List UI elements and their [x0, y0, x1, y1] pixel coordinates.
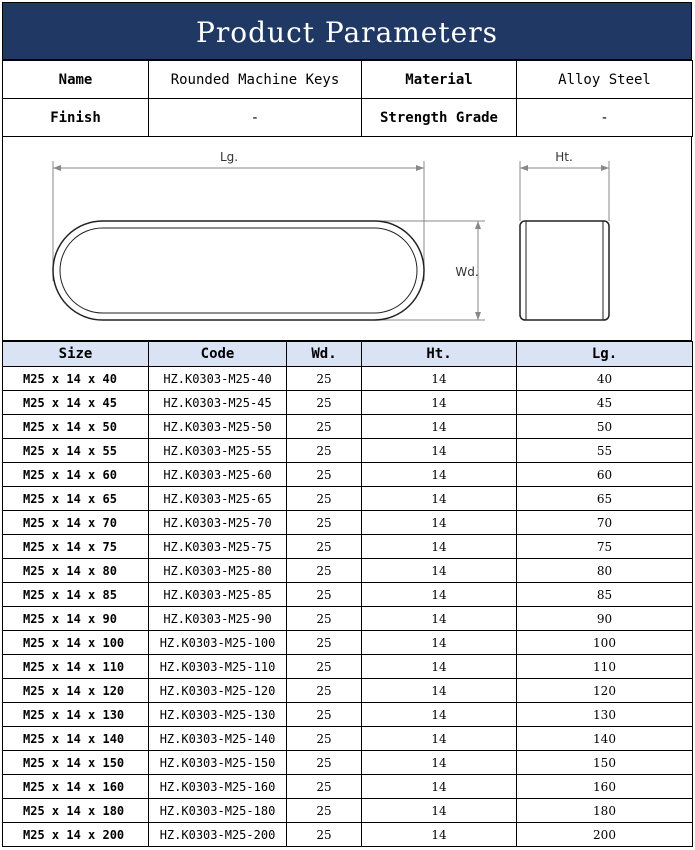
- wd-cell: 25: [287, 559, 362, 583]
- lg-cell: 80: [517, 559, 693, 583]
- strength-grade-label: Strength Grade: [362, 99, 517, 137]
- ht-cell: 14: [362, 631, 517, 655]
- lg-cell: 45: [517, 391, 693, 415]
- wd-arrow-top: [475, 221, 481, 229]
- size-cell: M25 x 14 x 40: [3, 367, 149, 391]
- lg-cell: 130: [517, 703, 693, 727]
- lg-cell: 150: [517, 751, 693, 775]
- header-ht: Ht.: [362, 342, 517, 367]
- wd-cell: 25: [287, 823, 362, 847]
- table-row: [3, 391, 693, 415]
- material-label: Material: [362, 61, 517, 99]
- table-row: [3, 751, 693, 775]
- strength-grade-value: -: [517, 99, 693, 137]
- size-cell: M25 x 14 x 50: [3, 415, 149, 439]
- lg-cell: 200: [517, 823, 693, 847]
- code-cell: HZ.K0303-M25-50: [149, 415, 287, 439]
- table-row: [3, 535, 693, 559]
- ht-cell: 14: [362, 655, 517, 679]
- code-cell: HZ.K0303-M25-200: [149, 823, 287, 847]
- size-cell: M25 x 14 x 150: [3, 751, 149, 775]
- size-cell: M25 x 14 x 80: [3, 559, 149, 583]
- lg-cell: 160: [517, 775, 693, 799]
- ht-cell: 14: [362, 439, 517, 463]
- size-cell: M25 x 14 x 200: [3, 823, 149, 847]
- code-cell: HZ.K0303-M25-45: [149, 391, 287, 415]
- code-cell: HZ.K0303-M25-180: [149, 799, 287, 823]
- table-row: [3, 463, 693, 487]
- table-row: [3, 823, 693, 847]
- wd-arrow-bottom: [475, 312, 481, 320]
- size-cell: M25 x 14 x 85: [3, 583, 149, 607]
- size-cell: M25 x 14 x 160: [3, 775, 149, 799]
- size-cell: M25 x 14 x 70: [3, 511, 149, 535]
- ht-arrow-right: [601, 165, 609, 171]
- ht-cell: 14: [362, 799, 517, 823]
- lg-cell: 50: [517, 415, 693, 439]
- ht-cell: 14: [362, 751, 517, 775]
- code-cell: HZ.K0303-M25-100: [149, 631, 287, 655]
- ht-cell: 14: [362, 391, 517, 415]
- code-cell: HZ.K0303-M25-40: [149, 367, 287, 391]
- code-cell: HZ.K0303-M25-80: [149, 559, 287, 583]
- lg-arrow-right: [416, 165, 424, 171]
- wd-cell: 25: [287, 415, 362, 439]
- spec-table-body: [3, 367, 693, 847]
- table-row: [3, 727, 693, 751]
- wd-cell: 25: [287, 655, 362, 679]
- material-value: Alloy Steel: [517, 61, 693, 99]
- lg-cell: 40: [517, 367, 693, 391]
- wd-cell: 25: [287, 607, 362, 631]
- size-cell: M25 x 14 x 130: [3, 703, 149, 727]
- wd-cell: 25: [287, 775, 362, 799]
- size-cell: M25 x 14 x 60: [3, 463, 149, 487]
- table-row: [3, 487, 693, 511]
- wd-cell: 25: [287, 703, 362, 727]
- lg-cell: 90: [517, 607, 693, 631]
- lg-cell: 140: [517, 727, 693, 751]
- header-wd: Wd.: [287, 342, 362, 367]
- ht-cell: 14: [362, 415, 517, 439]
- size-cell: M25 x 14 x 180: [3, 799, 149, 823]
- key-side-view: [520, 221, 609, 320]
- ht-cell: 14: [362, 679, 517, 703]
- info-row-name: [3, 61, 693, 99]
- code-cell: HZ.K0303-M25-130: [149, 703, 287, 727]
- wd-cell: 25: [287, 487, 362, 511]
- wd-cell: 25: [287, 511, 362, 535]
- size-cell: M25 x 14 x 45: [3, 391, 149, 415]
- wd-cell: 25: [287, 439, 362, 463]
- wd-cell: 25: [287, 799, 362, 823]
- table-row: [3, 607, 693, 631]
- code-cell: HZ.K0303-M25-120: [149, 679, 287, 703]
- code-cell: HZ.K0303-M25-70: [149, 511, 287, 535]
- ht-cell: 14: [362, 775, 517, 799]
- code-cell: HZ.K0303-M25-140: [149, 727, 287, 751]
- name-label: Name: [3, 61, 149, 99]
- table-row: [3, 559, 693, 583]
- code-cell: HZ.K0303-M25-150: [149, 751, 287, 775]
- lg-label: Lg.: [219, 150, 239, 164]
- table-row: [3, 439, 693, 463]
- spec-header-row: [3, 342, 693, 367]
- ht-cell: 14: [362, 727, 517, 751]
- ht-cell: 14: [362, 463, 517, 487]
- ht-cell: 14: [362, 487, 517, 511]
- table-row: [3, 703, 693, 727]
- table-row: [3, 583, 693, 607]
- table-row: [3, 679, 693, 703]
- lg-cell: 110: [517, 655, 693, 679]
- spec-table: [2, 341, 693, 847]
- table-row: [3, 631, 693, 655]
- size-cell: M25 x 14 x 140: [3, 727, 149, 751]
- table-row: [3, 775, 693, 799]
- lg-cell: 65: [517, 487, 693, 511]
- wd-cell: 25: [287, 679, 362, 703]
- table-row: [3, 415, 693, 439]
- wd-cell: 25: [287, 631, 362, 655]
- header-lg: Lg.: [517, 342, 693, 367]
- code-cell: HZ.K0303-M25-60: [149, 463, 287, 487]
- lg-cell: 180: [517, 799, 693, 823]
- wd-cell: 25: [287, 367, 362, 391]
- size-cell: M25 x 14 x 90: [3, 607, 149, 631]
- product-parameters-sheet: [2, 2, 692, 847]
- wd-label: Wd.: [455, 265, 479, 279]
- ht-cell: 14: [362, 583, 517, 607]
- ht-cell: 14: [362, 823, 517, 847]
- code-cell: HZ.K0303-M25-75: [149, 535, 287, 559]
- table-row: [3, 511, 693, 535]
- key-outline-outer: [53, 221, 424, 320]
- ht-cell: 14: [362, 559, 517, 583]
- ht-cell: 14: [362, 511, 517, 535]
- technical-drawing: [2, 137, 692, 341]
- ht-cell: 14: [362, 703, 517, 727]
- size-cell: M25 x 14 x 75: [3, 535, 149, 559]
- wd-cell: 25: [287, 535, 362, 559]
- code-cell: HZ.K0303-M25-85: [149, 583, 287, 607]
- lg-cell: 120: [517, 679, 693, 703]
- lg-cell: 100: [517, 631, 693, 655]
- header-size: Size: [3, 342, 149, 367]
- code-cell: HZ.K0303-M25-160: [149, 775, 287, 799]
- wd-cell: 25: [287, 727, 362, 751]
- ht-cell: 14: [362, 607, 517, 631]
- table-row: [3, 655, 693, 679]
- table-row: [3, 799, 693, 823]
- header-code: Code: [149, 342, 287, 367]
- ht-cell: 14: [362, 367, 517, 391]
- ht-label: Ht.: [555, 150, 573, 164]
- code-cell: HZ.K0303-M25-55: [149, 439, 287, 463]
- size-cell: M25 x 14 x 120: [3, 679, 149, 703]
- wd-cell: 25: [287, 751, 362, 775]
- wd-cell: 25: [287, 463, 362, 487]
- code-cell: HZ.K0303-M25-90: [149, 607, 287, 631]
- lg-cell: 55: [517, 439, 693, 463]
- lg-cell: 70: [517, 511, 693, 535]
- finish-label: Finish: [3, 99, 149, 137]
- table-row: [3, 367, 693, 391]
- lg-cell: 75: [517, 535, 693, 559]
- ht-arrow-left: [520, 165, 528, 171]
- ht-cell: 14: [362, 535, 517, 559]
- wd-cell: 25: [287, 391, 362, 415]
- size-cell: M25 x 14 x 65: [3, 487, 149, 511]
- lg-arrow-left: [53, 165, 61, 171]
- lg-cell: 60: [517, 463, 693, 487]
- wd-cell: 25: [287, 583, 362, 607]
- size-cell: M25 x 14 x 100: [3, 631, 149, 655]
- finish-value: -: [149, 99, 362, 137]
- lg-cell: 85: [517, 583, 693, 607]
- info-table: [2, 60, 693, 137]
- info-row-finish: [3, 99, 693, 137]
- size-cell: M25 x 14 x 110: [3, 655, 149, 679]
- code-cell: HZ.K0303-M25-110: [149, 655, 287, 679]
- key-drawing-svg: [3, 137, 691, 341]
- size-cell: M25 x 14 x 55: [3, 439, 149, 463]
- name-value: Rounded Machine Keys: [149, 61, 362, 99]
- page-title: Product Parameters: [2, 2, 692, 60]
- code-cell: HZ.K0303-M25-65: [149, 487, 287, 511]
